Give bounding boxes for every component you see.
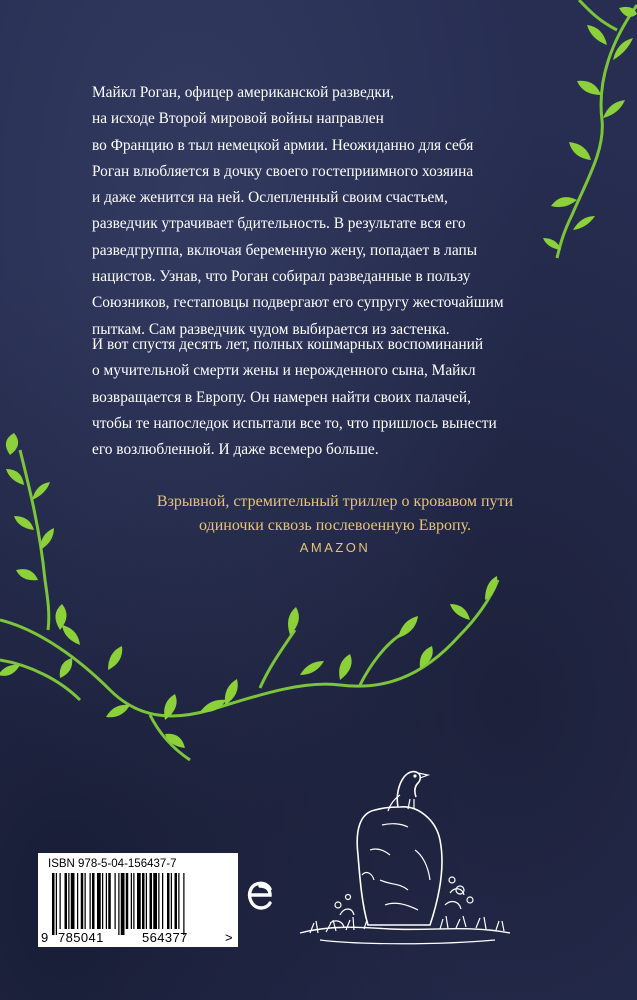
barcode-bar [71, 873, 75, 929]
barcode-bar [175, 873, 178, 929]
barcode-bar [85, 873, 86, 929]
barcode-bar [158, 873, 159, 929]
barcode-bar [60, 873, 61, 929]
barcode-bar [118, 873, 119, 935]
barcode-digit-first: 9 [41, 930, 49, 945]
barcode-bar [92, 873, 95, 929]
barcode-bar [90, 873, 91, 929]
barcode-bar [108, 873, 111, 929]
barcode-bar [115, 873, 116, 929]
barcode-bar [102, 873, 103, 929]
barcode-bar [56, 873, 57, 935]
review-quote: Взрывной, стремительный триллер о кровавом пути одиночки сквозь послевоенную Европу. [156, 493, 514, 534]
barcode-bar [133, 873, 134, 929]
barcode-bar [171, 873, 172, 929]
barcode-bar [121, 873, 125, 935]
bird-on-gravestone-icon [290, 755, 520, 955]
barcode-bar [126, 873, 129, 929]
eksmo-e-logo-icon [246, 877, 274, 915]
barcode-bar [146, 873, 147, 929]
barcode-digit-end: > [225, 930, 233, 945]
barcode-bar [162, 873, 163, 929]
barcode-bar [167, 873, 170, 929]
review-source: AMAZON [299, 540, 371, 555]
barcode-bar [153, 873, 157, 929]
barcode-bar [178, 873, 179, 929]
barcode-bar [77, 873, 78, 929]
barcode-bar [52, 873, 55, 935]
barcode-bar [68, 873, 69, 929]
barcode-bar [142, 873, 145, 929]
vine-bottom-left [0, 430, 500, 770]
barcode-bar [137, 873, 141, 929]
barcode-digit-group-2: 564377 [142, 930, 188, 945]
isbn-barcode [38, 853, 238, 947]
barcode-bar [131, 873, 132, 929]
barcode-bar [106, 873, 107, 929]
description-paragraph-2: И вот спустя десять лет, полных кошмарных воспоминаний о мучительной смерти жены и нерожденного сына, Майкл возвращается в Европу. Он намерен найти своих палачей, чтобы те напоследок испытали все то, что пришлось вынести его возлюбленной. И даже всемеро больше. [92, 336, 497, 459]
barcode-digit-group-1: 785041 [58, 930, 104, 945]
barcode-bar [150, 873, 153, 929]
barcode-bar [97, 873, 101, 929]
isbn-label: ISBN 978-5-04-156437-7 [48, 858, 177, 870]
barcode-bar [183, 873, 184, 935]
description-paragraph-1: Майкл Роган, офицер американской разведки, на исходе Второй мировой войны направлен во Францию в тыл немецкой армии. Неожиданно для себя Роган влюбляется в дочку своего гостеприимного хозяина и даже женится на ней. Ослепленный своим счастьем, разведчик утрачивает бдительность. В результате вся его разведгруппа, включая беременную жену, попадает в лапы нацистов. Узнав, что Роган собирал разведанные в пользу Союзников, гестаповцы подвергают его супругу жесточайшим пыткам. Сам разведчик чудом выбирается из застенка. [92, 84, 504, 338]
barcode-bar [65, 873, 68, 929]
barcode-bar [81, 873, 84, 929]
